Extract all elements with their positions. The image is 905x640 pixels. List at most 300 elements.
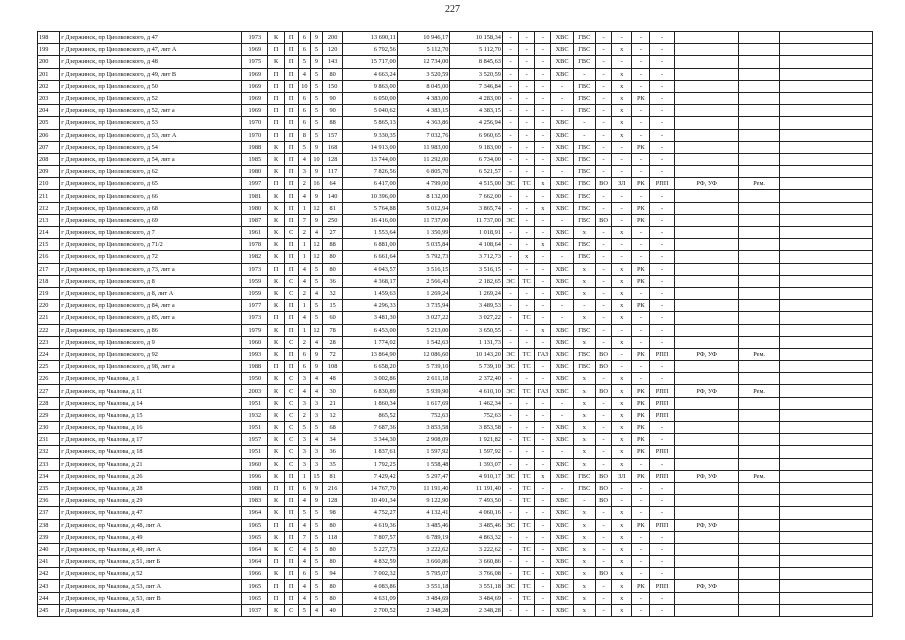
table-cell: 3 484,69 [450,592,503,604]
table-cell: - [650,312,674,324]
table-cell: К [268,409,284,421]
table-row [38,44,873,56]
table-cell: х [573,434,595,446]
table-cell: 2 908,09 [397,434,450,446]
table-cell: 4 [310,287,322,299]
table-cell [739,543,779,555]
table-cell: х [612,287,632,299]
table-cell: - [595,592,611,604]
table-cell [779,458,872,470]
table-cell: - [519,458,535,470]
table-cell: - [502,190,518,202]
table-cell [739,166,779,178]
table-cell: 5 [298,56,310,68]
table-cell: 1 131,73 [450,336,503,348]
table-cell [779,568,872,580]
table-cell [674,446,739,458]
table-cell: 5 [298,507,310,519]
table-cell [779,129,872,141]
table-cell: 4 383,15 [450,105,503,117]
table-cell: 3 344,30 [343,434,398,446]
table-cell: 1987 [242,214,268,226]
table-cell: - [612,32,632,44]
table-row [38,592,873,604]
table-cell: 1996 [242,470,268,482]
table-cell: 5 [298,604,310,616]
table-cell [674,190,739,202]
table-cell: г Дзержинск, пр Циолковского, д 92 [60,348,242,360]
table-cell: х [612,434,632,446]
table-cell: г Дзержинск, пр Чкалова, д 11 [60,385,242,397]
table-cell: - [535,214,551,226]
table-cell: - [650,275,674,287]
table-cell: 5 297,47 [397,470,450,482]
table-cell: 3 485,46 [450,519,503,531]
table-cell: г Дзержинск, пр Циолковского, д 73, лит а [60,263,242,275]
table-cell: г Дзержинск, пр Чкалова, д 1 [60,373,242,385]
table-cell: 13 690,11 [343,32,398,44]
table-cell: 4 663,24 [343,68,398,80]
table-cell: 208 [38,153,60,165]
table-cell: 3 [298,458,310,470]
table-cell: К [268,166,284,178]
table-cell [739,458,779,470]
table-cell [779,409,872,421]
table-cell: - [551,251,573,263]
table-cell [739,80,779,92]
table-cell: - [535,458,551,470]
table-cell: К [268,495,284,507]
table-cell: - [535,300,551,312]
table-cell: П [268,68,284,80]
table-cell: х [612,385,632,397]
table-cell [674,141,739,153]
table-cell: - [535,80,551,92]
table-cell: 6 881,00 [343,239,398,251]
table-cell: - [632,32,650,44]
table-row [38,434,873,446]
table-cell: 11 191,40 [450,482,503,494]
table-cell: 11 737,00 [450,214,503,226]
table-cell: - [595,263,611,275]
table-cell: 4 [310,373,322,385]
table-cell: 232 [38,446,60,458]
table-cell: 752,63 [397,409,450,421]
table-cell: - [612,153,632,165]
table-cell: 15 717,00 [343,56,398,68]
table-cell: 4 [298,263,310,275]
table-cell: 80 [323,519,343,531]
table-cell: 4 [310,385,322,397]
table-cell [779,32,872,44]
table-cell: г Дзержинск, пр Циолковского, д 48 [60,56,242,68]
table-cell: С [284,446,298,458]
table-cell: 12 086,60 [397,348,450,360]
table-cell: К [268,397,284,409]
table-cell: 7 493,50 [450,495,503,507]
table-cell: - [632,227,650,239]
table-cell: - [502,166,518,178]
table-cell: 1965 [242,592,268,604]
table-cell: 11 292,00 [397,153,450,165]
table-cell: 4 910,17 [450,470,503,482]
table-cell: ВО [595,495,611,507]
table-cell: П [284,251,298,263]
table-cell: - [595,397,611,409]
table-cell: ХВС [551,129,573,141]
table-cell: 4 296,33 [343,300,398,312]
table-cell: г Дзержинск, пр Циолковского, д 69 [60,214,242,226]
table-cell: - [632,190,650,202]
table-cell: РК [632,178,650,190]
table-row [38,129,873,141]
table-cell: - [535,263,551,275]
table-cell [739,56,779,68]
table-cell: 3 520,59 [450,68,503,80]
table-cell: ХВС [551,68,573,80]
table-cell: К [268,202,284,214]
table-cell: г Дзержинск, пр Чкалова, д 49 [60,531,242,543]
table-cell: - [502,446,518,458]
table-cell: - [551,397,573,409]
table-cell: г Дзержинск, пр Циолковского, д 53 [60,117,242,129]
table-cell: 1 [298,324,310,336]
table-cell: - [519,263,535,275]
table-row [38,324,873,336]
table-cell: ХВС [551,56,573,68]
table-cell: ТС [519,482,535,494]
table-cell: - [535,409,551,421]
table-cell: - [595,129,611,141]
table-cell: 233 [38,458,60,470]
table-cell: - [519,68,535,80]
table-cell [739,434,779,446]
table-cell [779,312,872,324]
table-cell: 1 269,24 [450,287,503,299]
table-cell: С [284,409,298,421]
table-cell: 1988 [242,361,268,373]
table-cell: РФ, УФ [674,348,739,360]
table-cell: 68 [323,422,343,434]
table-cell: 5 [310,568,322,580]
table-cell [739,239,779,251]
table-cell: 1960 [242,336,268,348]
table-cell: 48 [323,373,343,385]
table-cell: - [650,568,674,580]
table-cell: 4 283,00 [450,92,503,104]
table-cell: ГВС [573,470,595,482]
table-cell: - [632,507,650,519]
table-cell: - [535,92,551,104]
table-cell: 10 143,20 [450,348,503,360]
table-cell: - [519,300,535,312]
table-cell: РПП [650,519,674,531]
table-cell: П [268,105,284,117]
table-cell: - [612,214,632,226]
table-cell: ГВС [573,56,595,68]
table-cell: 4 [298,153,310,165]
table-cell: 4 631,09 [343,592,398,604]
table-row [38,495,873,507]
table-cell: 3 [310,409,322,421]
table-cell: 3 516,15 [450,263,503,275]
table-cell: П [284,32,298,44]
table-cell [779,190,872,202]
table-cell [779,166,872,178]
table-cell: 1982 [242,251,268,263]
table-cell: - [535,44,551,56]
table-cell: - [632,482,650,494]
table-cell: - [535,166,551,178]
table-cell: г Дзержинск, пр Чкалова, д 51, лит Б [60,556,242,568]
table-cell: - [650,507,674,519]
table-cell: г Дзержинск, пр Чкалова, д 53, лит В [60,592,242,604]
table-cell [779,178,872,190]
table-cell: П [284,44,298,56]
table-cell: 218 [38,275,60,287]
table-cell: ВО [595,385,611,397]
table-cell: П [284,580,298,592]
table-cell: 6 [298,348,310,360]
table-cell [739,92,779,104]
table-cell: 4 [298,556,310,568]
table-cell: г Дзержинск, пр Циолковского, д 98, лит а [60,361,242,373]
table-cell [739,495,779,507]
table-cell: ТС [519,312,535,324]
table-cell: 4 [298,592,310,604]
table-cell: 245 [38,604,60,616]
table-cell: 5 [310,44,322,56]
table-cell: 6 [298,92,310,104]
table-cell: - [595,80,611,92]
table-cell: ЭС [502,361,518,373]
table-cell: - [650,141,674,153]
table-cell: х [573,604,595,616]
table-row [38,604,873,616]
table-cell: - [595,604,611,616]
table-cell: - [551,482,573,494]
table-cell: 1964 [242,543,268,555]
table-cell: - [535,117,551,129]
table-cell: - [573,300,595,312]
table-cell: 81 [323,470,343,482]
table-cell: - [551,409,573,421]
table-cell: 3 551,18 [397,580,450,592]
table-cell: - [519,287,535,299]
table-cell [674,44,739,56]
table-cell: ХВС [551,361,573,373]
table-cell: х [612,105,632,117]
table-cell: - [502,80,518,92]
table-cell: - [595,92,611,104]
table-cell: 5 [310,117,322,129]
table-cell: 4 752,27 [343,507,398,519]
table-row [38,153,873,165]
table-cell [674,251,739,263]
table-row [38,287,873,299]
table-cell: 239 [38,531,60,543]
table-cell: 5 939,90 [397,385,450,397]
page-number: 227 [445,4,460,15]
table-cell: - [612,495,632,507]
table-cell [674,214,739,226]
table-cell: - [650,166,674,178]
table-cell: 1979 [242,324,268,336]
table-cell: - [502,531,518,543]
table-cell: - [502,105,518,117]
table-cell: г Дзержинск, пр Циолковского, д 85, лит а [60,312,242,324]
table-cell: - [535,543,551,555]
table-row [38,446,873,458]
table-cell: П [284,482,298,494]
table-cell: х [612,312,632,324]
table-cell: - [632,543,650,555]
table-cell: ХВС [551,470,573,482]
table-cell: 80 [323,68,343,80]
table-cell: 1937 [242,604,268,616]
table-cell: П [284,348,298,360]
table-cell: 7 [298,531,310,543]
table-cell [779,227,872,239]
table-cell: - [632,117,650,129]
table-cell: - [535,56,551,68]
table-cell: - [519,422,535,434]
table-cell: - [551,105,573,117]
table-cell: 80 [323,263,343,275]
table-cell: 230 [38,422,60,434]
table-cell: - [650,68,674,80]
table-cell: 5 865,13 [343,117,398,129]
table-cell: - [650,214,674,226]
table-cell: ТС [519,568,535,580]
table-cell: х [612,592,632,604]
table-cell: 201 [38,68,60,80]
table-cell: х [535,324,551,336]
table-cell: 3 027,22 [397,312,450,324]
table-cell: 4 610,10 [450,385,503,397]
table-cell: - [650,531,674,543]
table-cell: 4 863,32 [450,531,503,543]
table-cell: - [595,373,611,385]
table-cell: РК [632,202,650,214]
table-cell: г Дзержинск, пр Чкалова, д 53, лит А [60,580,242,592]
table-cell: г Дзержинск, пр Циолковского, д 62 [60,166,242,178]
table-cell [739,531,779,543]
table-row [38,568,873,580]
table-cell: - [573,129,595,141]
table-cell: х [535,202,551,214]
table-cell: ТС [519,495,535,507]
table-cell: - [595,275,611,287]
table-cell: г Дзержинск, пр Чкалова, д 21 [60,458,242,470]
table-cell: ЭС [502,178,518,190]
table-cell: - [535,580,551,592]
table-cell: 1981 [242,190,268,202]
table-cell: 210 [38,178,60,190]
table-cell: 3 481,30 [343,312,398,324]
table-cell: 3 [298,166,310,178]
table-cell: 1964 [242,556,268,568]
table-cell: - [650,80,674,92]
table-cell: х [573,409,595,421]
table-cell: - [535,227,551,239]
table-cell: - [632,56,650,68]
table-cell: х [573,336,595,348]
table-cell: 3 735,94 [397,300,450,312]
table-cell: ЭС [502,580,518,592]
table-cell: 4 [298,190,310,202]
table-cell: РК [632,348,650,360]
table-cell: - [519,446,535,458]
table-cell: РПП [650,348,674,360]
table-cell: 12 [310,324,322,336]
table-cell: - [551,300,573,312]
table-cell: 4 368,17 [343,275,398,287]
table-cell: 5 764,88 [343,202,398,214]
table-cell: - [535,287,551,299]
table-cell [779,300,872,312]
table-cell: г Дзержинск, пр Чкалова, д 48, лит А [60,519,242,531]
table-cell: 1951 [242,422,268,434]
table-row [38,56,873,68]
table-row [38,312,873,324]
table-cell: 1973 [242,32,268,44]
table-cell: К [268,458,284,470]
table-row [38,300,873,312]
table-cell: 2 700,52 [343,604,398,616]
table-cell: - [595,117,611,129]
table-cell: 12 [310,202,322,214]
table-cell: 6 [298,32,310,44]
table-cell: 9 [310,166,322,178]
table-cell: С [284,287,298,299]
table-cell [779,56,872,68]
table-cell: 1950 [242,373,268,385]
table-cell: - [502,556,518,568]
table-cell: - [632,556,650,568]
table-cell [674,482,739,494]
table-cell: ХВС [551,178,573,190]
table-cell: ГВС [573,482,595,494]
table-cell: ХВС [551,556,573,568]
table-cell: - [502,507,518,519]
table-cell: 1 837,61 [343,446,398,458]
table-row [38,227,873,239]
table-cell [779,361,872,373]
table-cell: - [502,44,518,56]
table-cell: РПП [650,580,674,592]
table-cell: 234 [38,470,60,482]
table-cell: 4 363,86 [397,117,450,129]
table-cell: 1965 [242,531,268,543]
table-cell: 204 [38,105,60,117]
table-cell: 8 132,00 [397,190,450,202]
table-cell: ХВС [551,434,573,446]
table-cell: ХВС [551,373,573,385]
table-cell: 5 035,84 [397,239,450,251]
table-cell: ТС [519,592,535,604]
table-cell: - [650,227,674,239]
table-cell: 227 [38,385,60,397]
table-cell: ХВС [551,227,573,239]
table-cell: К [268,141,284,153]
table-cell: 14 913,00 [343,141,398,153]
table-cell: 215 [38,239,60,251]
table-cell: 1 597,92 [450,446,503,458]
table-cell: 7 002,32 [343,568,398,580]
table-cell: - [551,214,573,226]
table-cell [674,263,739,275]
